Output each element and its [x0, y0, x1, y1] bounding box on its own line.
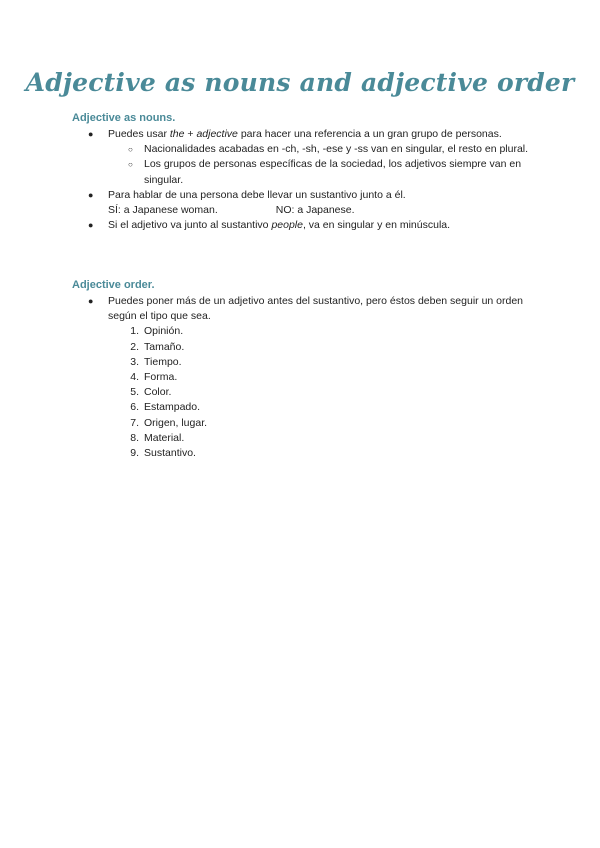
section-heading-adjective-as-nouns: Adjective as nouns. [72, 112, 176, 124]
document-title: Adjective as nouns and adjective order [25, 68, 575, 97]
ordered-list-item [72, 446, 542, 461]
list-item [72, 294, 542, 324]
bullet-icon: ● [88, 296, 94, 306]
list-item-text: Puedes usar the + adjective para hacer una referencia a un gran grupo de personas. [108, 128, 502, 140]
ordered-list-item [72, 355, 542, 370]
example-line [108, 203, 542, 218]
ordered-list-item-text: Estampado. [144, 401, 201, 414]
list-number: 3. [130, 355, 139, 368]
bullet-icon: ● [88, 189, 94, 200]
ordered-list-item-text: Sustantivo. [144, 447, 196, 460]
list-item-text: Si el adjetivo va junto al sustantivo people, va en singular y en minúscula. [108, 219, 451, 232]
sub-list-item-text: Los grupos de personas específicas de la sociedad, los adjetivos siempre van en singular. [144, 158, 522, 186]
section-heading-adjective-order: Adjective order. [72, 279, 155, 291]
list-number: 7. [130, 416, 139, 429]
list-number: 4. [130, 371, 139, 384]
ordered-list-item-text: Origen, lugar. [144, 416, 208, 429]
ordered-list-item-text: Opinión. [144, 325, 184, 338]
section-adjective-order [72, 294, 542, 461]
list-item-line: Para hablar de una persona debe llevar un sustantivo junto a él. [108, 188, 406, 201]
example-no: NO: a Japanese. [275, 204, 355, 217]
bullet-icon: ● [88, 220, 94, 231]
ordered-list-item-text: Tiempo. [144, 355, 182, 368]
list-item [72, 218, 542, 233]
ordered-list-item [72, 340, 542, 355]
bullet-icon: ● [88, 129, 94, 139]
ordered-list-item-text: Forma. [144, 371, 178, 384]
ordered-list-item [72, 370, 542, 385]
ordered-list-item-text: Material. [144, 431, 185, 444]
list-number: 9. [130, 447, 139, 460]
sub-list-item-text: Nacionalidades acabadas en -ch, -sh, -ese y -ss van en singular, el resto en plural. [144, 143, 529, 156]
ordered-list-item-text: Tamaño. [144, 340, 185, 353]
ordered-list-item [72, 431, 542, 446]
list-number: 6. [130, 401, 139, 414]
list-number: 5. [130, 386, 139, 399]
list-number: 8. [130, 431, 139, 444]
list-number: 1. [130, 325, 139, 338]
ordered-list-item [72, 400, 542, 415]
list-item [72, 127, 542, 142]
circle-bullet-icon: ○ [128, 160, 133, 170]
ordered-list-item [72, 416, 542, 431]
list-item [72, 188, 542, 218]
ordered-list-item-text: Color. [144, 386, 172, 399]
example-yes: SÍ: a Japanese woman. [108, 204, 218, 217]
sub-list-item [72, 157, 542, 187]
ordered-list-item [72, 324, 542, 339]
list-item-text [72, 188, 542, 218]
ordered-list-item [72, 385, 542, 400]
list-number: 2. [130, 340, 139, 353]
section-adjective-as-nouns [72, 127, 542, 233]
sub-list-item [72, 142, 542, 157]
circle-bullet-icon: ○ [128, 145, 133, 155]
list-item-text: Puedes poner más de un adjetivo antes del sustantivo, pero éstos deben seguir un orden según el tipo que sea. [108, 295, 524, 323]
ordered-list [72, 324, 542, 461]
